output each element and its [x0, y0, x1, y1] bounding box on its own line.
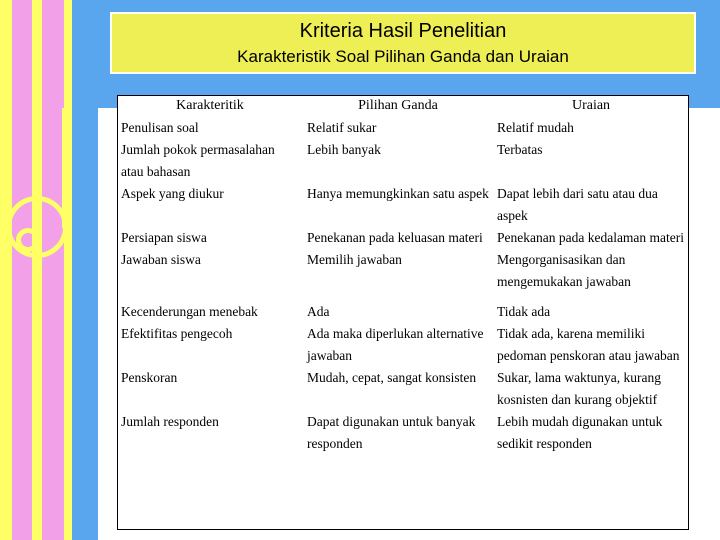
- cell-characteristic: Penulisan soal: [121, 120, 199, 135]
- cell-essay: Dapat lebih dari satu atau dua aspek: [497, 186, 658, 223]
- column-header: Uraian: [571, 98, 611, 113]
- table-row: [117, 367, 689, 411]
- table-row: [117, 293, 689, 323]
- cell-multiple-choice: Memilih jawaban: [307, 252, 402, 267]
- cell-characteristic: Jawaban siswa: [121, 252, 201, 267]
- cell-essay: Terbatas: [497, 142, 543, 157]
- cell-multiple-choice: Ada: [307, 304, 330, 319]
- page-title: Kriteria Hasil Penelitian: [299, 20, 507, 42]
- column-header: Karakteritik: [176, 98, 244, 113]
- comparison-table: [117, 95, 689, 455]
- table-row: [117, 117, 689, 139]
- cell-multiple-choice: Penekanan pada keluasan materi: [307, 230, 483, 245]
- decorative-dot-icon: [16, 228, 40, 252]
- title-box: [110, 12, 696, 74]
- table-row: [117, 411, 689, 455]
- cell-essay: Penekanan pada kedalaman materi: [497, 230, 685, 245]
- stripe-pink: [12, 0, 32, 540]
- cell-characteristic: Efektifitas pengecoh: [121, 326, 233, 341]
- cell-essay: Tidak ada, karena memiliki pedoman penskoran atau jawaban: [497, 326, 680, 363]
- table-row: [117, 183, 689, 227]
- table-header-row: [117, 95, 689, 117]
- stripe-pink: [42, 0, 64, 540]
- cell-essay: Tidak ada: [497, 304, 551, 319]
- cell-essay: Lebih mudah digunakan untuk sedikit responden: [497, 414, 663, 451]
- cell-characteristic: Jumlah pokok permasalahan atau bahasan: [121, 142, 275, 179]
- table-row: [117, 139, 689, 183]
- column-header: Pilihan Ganda: [358, 98, 438, 113]
- decorative-circle-icon: [6, 196, 68, 258]
- cell-multiple-choice: Lebih banyak: [307, 142, 381, 157]
- page-subtitle: Karakteristik Soal Pilihan Ganda dan Uraian: [237, 47, 569, 66]
- table-row: [117, 227, 689, 249]
- cell-characteristic: Aspek yang diukur: [121, 186, 224, 201]
- stripe-yellow: [32, 0, 42, 540]
- stripe-yellow: [0, 0, 12, 540]
- cell-multiple-choice: Relatif sukar: [307, 120, 377, 135]
- table-row: [117, 249, 689, 293]
- cell-characteristic: Kecenderungan menebak: [121, 304, 258, 319]
- cell-essay: Relatif mudah: [497, 120, 574, 135]
- cell-multiple-choice: Dapat digunakan untuk banyak responden: [307, 414, 476, 451]
- stripe-blue: [72, 0, 98, 540]
- table-row: [117, 323, 689, 367]
- cell-multiple-choice: Ada maka diperlukan alternative jawaban: [307, 326, 484, 363]
- cell-essay: Mengorganisasikan dan mengemukakan jawaban: [497, 252, 631, 289]
- stripe-yellow: [64, 0, 72, 540]
- cell-characteristic: Jumlah responden: [121, 414, 219, 429]
- cell-essay: Sukar, lama waktunya, kurang kosnisten dan kurang objektif: [497, 370, 662, 407]
- cell-characteristic: Persiapan siswa: [121, 230, 207, 245]
- cell-multiple-choice: Hanya memungkinkan satu aspek: [307, 186, 489, 201]
- cell-characteristic: Penskoran: [121, 370, 178, 385]
- cell-multiple-choice: Mudah, cepat, sangat konsisten: [307, 370, 477, 385]
